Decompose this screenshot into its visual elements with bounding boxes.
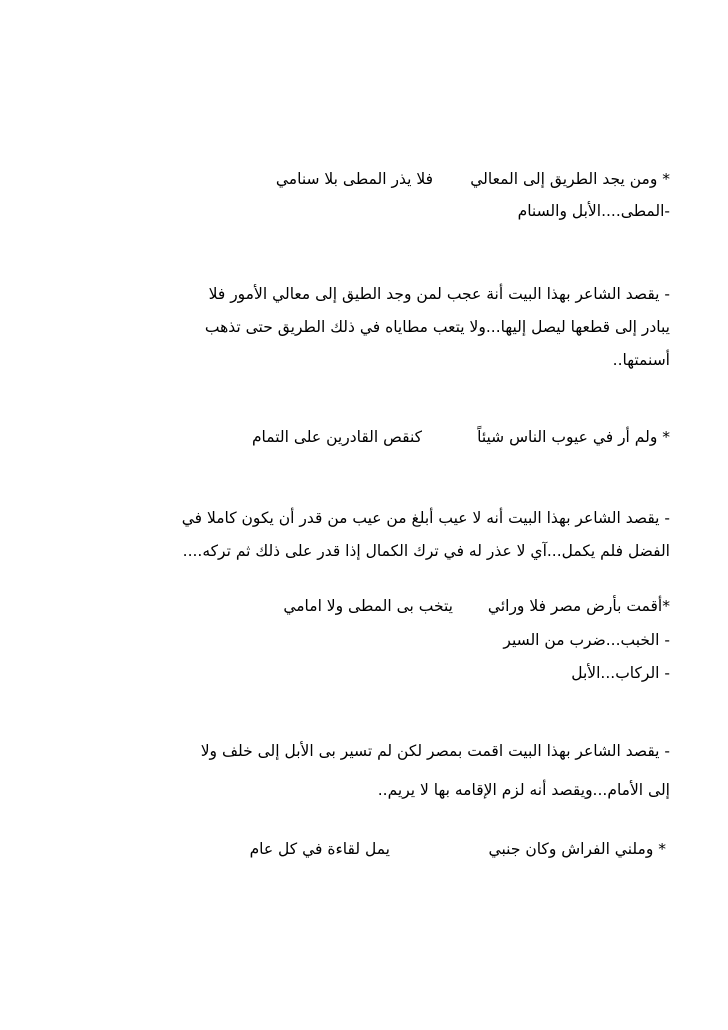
verse-4-first-hemistich: * وملني الفراش وكان جنبي xyxy=(488,840,666,858)
glossary-khabab: - الخبب...ضرب من السير xyxy=(503,631,670,649)
explanation-1-line-3: أسنمتها.. xyxy=(612,351,670,369)
verse-3-first-hemistich: *أقمت بأرض مصر فلا ورائي xyxy=(487,597,670,615)
verse-2-second-hemistich: كنقص القادرين على التمام xyxy=(251,428,422,446)
explanation-3-line-1: - يقصد الشاعر بهذا البيت اقمت بمصر لكن لم تسير بى الأبل إلى خلف ولا xyxy=(200,742,670,760)
verse-2-first-hemistich: * ولم أر في عيوب الناس شيئاً xyxy=(477,428,670,446)
explanation-1-line-1: - يقصد الشاعر بهذا البيت أنة عجب لمن وجد الطيق إلى معالي الأمور فلا xyxy=(208,285,670,303)
explanation-3-line-2: إلى الأمام...ويقصد أنه لزم الإقامه بها لا يريم.. xyxy=(377,781,670,799)
explanation-2-line-1: - يقصد الشاعر بهذا البيت أنه لا عيب أبلغ من عيب من قدر أن يكون كاملا في xyxy=(181,509,670,527)
explanation-2-line-2: الفضل فلم يكمل...آي لا عذر له في ترك الكمال إذا قدر على ذلك ثم تركه.... xyxy=(182,542,670,560)
verse-1-first-hemistich: * ومن يجد الطريق إلى المعالي xyxy=(470,170,670,188)
explanation-1-line-2: يبادر إلى قطعها ليصل إليها...ولا يتعب مطاياه في ذلك الطريق حتى تذهب xyxy=(204,318,670,336)
glossary-rikab: - الركاب...الأبل xyxy=(571,664,670,682)
glossary-matiy: -المطى....الأبل والسنام xyxy=(517,202,670,220)
verse-1-second-hemistich: فلا يذر المطى بلا سنامي xyxy=(275,170,433,188)
verse-4-second-hemistich: يمل لقاءة في كل عام xyxy=(249,840,390,858)
verse-3-second-hemistich: يتخب بى المطى ولا امامي xyxy=(283,597,453,615)
